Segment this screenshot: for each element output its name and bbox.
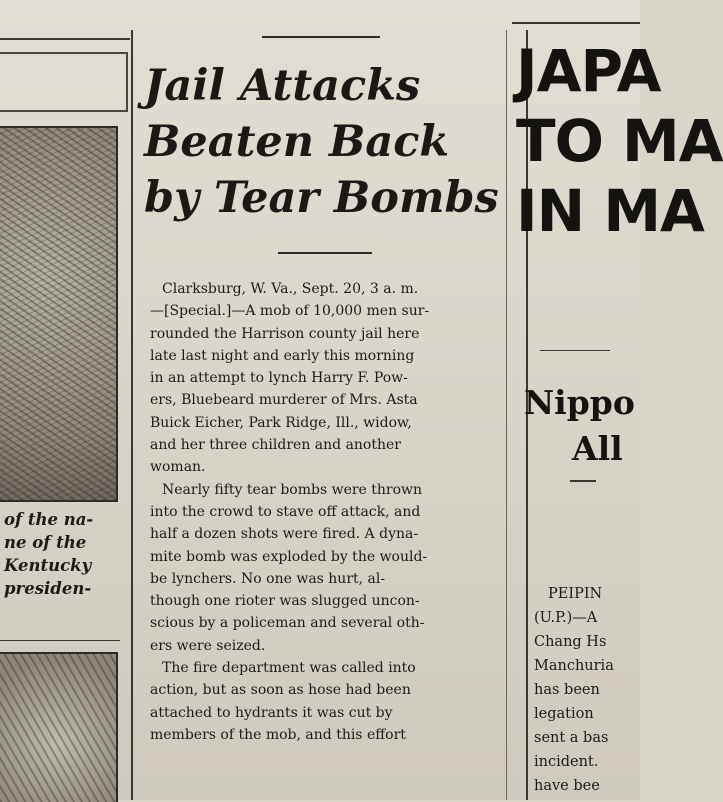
headline [144, 58, 514, 226]
article-line: members of the mob, and this effort [150, 726, 406, 743]
left-caption [4, 508, 122, 600]
right-top-rule [512, 22, 640, 24]
headline-line: Beaten Back [144, 117, 450, 167]
right-headline-line: TO MA [516, 107, 723, 175]
right-article-line: PEIPIN [548, 586, 603, 602]
left-column-rule [131, 30, 133, 800]
article-line: attached to hydrants it was cut by [150, 704, 393, 721]
article-line: The fire department was called into [162, 660, 416, 677]
right-article-line: has been [534, 682, 600, 698]
left-illustration [0, 126, 118, 502]
left-caption-rule [0, 640, 120, 641]
article-line: into the crowd to stave off attack, and [150, 503, 421, 520]
right-article-line: incident. [534, 754, 599, 770]
left-caption-line: Kentucky [4, 556, 92, 575]
article-line: rounded the Harrison county jail here [150, 325, 420, 342]
left-lower-illustration [0, 652, 118, 802]
right-divider [570, 480, 596, 482]
right-article-line: Chang Hs [534, 634, 607, 650]
right-subhead-line: All [572, 429, 623, 468]
headline-line: Jail Attacks [144, 61, 421, 111]
left-header-box [0, 52, 128, 112]
article-body [150, 278, 514, 746]
headline-line: by Tear Bombs [144, 173, 499, 223]
right-article-line: legation [534, 706, 594, 722]
right-headline [516, 36, 723, 246]
article-line: Nearly fifty tear bombs were thrown [162, 481, 423, 498]
right-headline-line: JAPA [516, 37, 661, 105]
article-line: half a dozen shots were fired. A dyna- [150, 526, 419, 543]
headline-top-rule [262, 36, 380, 38]
right-article-line: have bee [534, 778, 600, 794]
article-line: woman. [150, 459, 206, 476]
left-top-rule [0, 38, 130, 40]
right-headline-line: IN MA [516, 177, 704, 245]
article-line: action, but as soon as hose had been [150, 682, 411, 699]
right-article-body [534, 582, 614, 798]
article-line: and her three children and another [150, 437, 401, 454]
article-line: in an attempt to lynch Harry F. Pow- [150, 370, 408, 387]
left-caption-line: presiden- [4, 579, 92, 598]
article-line: though one rioter was slugged uncon- [150, 593, 420, 610]
right-headline-rule [540, 350, 610, 351]
article-line: Buick Eicher, Park Ridge, Ill., widow, [150, 414, 412, 431]
article-line: be lynchers. No one was hurt, al- [150, 570, 386, 587]
article-line: mite bomb was exploded by the would- [150, 548, 428, 565]
right-article-line: (U.P.)—A [534, 610, 598, 626]
right-subhead [524, 380, 635, 472]
article-line: —[Special.]—A mob of 10,000 men sur- [150, 303, 430, 320]
headline-bottom-rule [278, 252, 372, 254]
right-subhead-line: Nippo [524, 383, 635, 422]
left-caption-line: of the na- [4, 510, 94, 529]
article-line: ers, Bluebeard murderer of Mrs. Asta [150, 392, 418, 409]
article-line: late last night and early this morning [150, 347, 415, 364]
right-article-line: sent a bas [534, 730, 609, 746]
left-caption-line: ne of the [4, 533, 87, 552]
right-article-line: Manchuria [534, 658, 614, 674]
article-line: scious by a policeman and several oth- [150, 615, 425, 632]
article-line: Clarksburg, W. Va., Sept. 20, 3 a. m. [162, 281, 419, 297]
article-line: ers were seized. [150, 637, 266, 654]
